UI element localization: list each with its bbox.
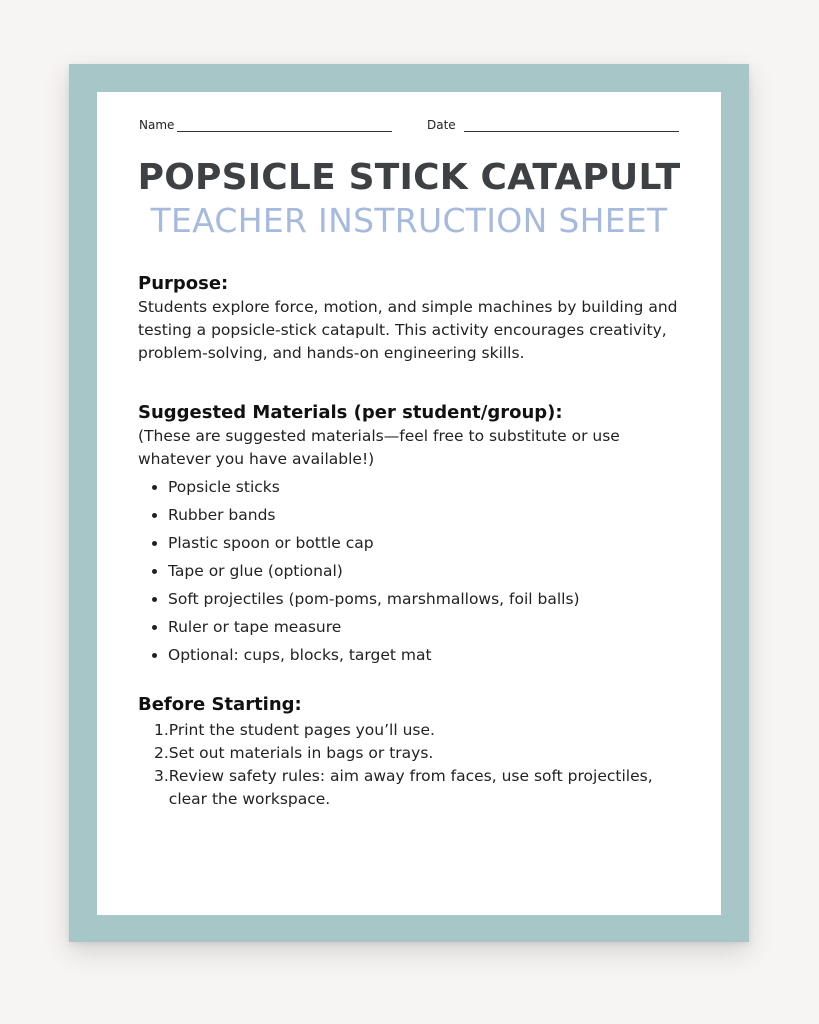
materials-note: (These are suggested materials—feel free to substitute or use whatever you have available!) xyxy=(138,427,620,468)
page-title: POPSICLE STICK CATAPULT xyxy=(137,157,681,198)
list-item: Optional: cups, blocks, target mat xyxy=(150,641,683,669)
purpose-section xyxy=(138,272,683,365)
step-text: Review safety rules: aim away from faces, use soft projectiles, clear the workspace. xyxy=(168,767,653,808)
instruction-sheet xyxy=(97,92,721,915)
materials-list xyxy=(138,473,683,669)
name-date-row xyxy=(139,118,684,138)
before-starting-section xyxy=(138,693,683,811)
date-label: Date xyxy=(427,118,456,132)
purpose-heading: Purpose: xyxy=(138,273,229,294)
date-field xyxy=(427,118,679,132)
list-item xyxy=(154,765,683,811)
step-text: Print the student pages you’ll use. xyxy=(168,721,435,739)
name-blank-line xyxy=(177,119,392,132)
list-item xyxy=(154,742,683,765)
list-item: Ruler or tape measure xyxy=(150,613,683,641)
list-item: Popsicle sticks xyxy=(150,473,683,501)
list-item: Soft projectiles (pom-poms, marshmallows, foil balls) xyxy=(150,585,683,613)
before-starting-heading: Before Starting: xyxy=(138,694,302,715)
list-item: Rubber bands xyxy=(150,501,683,529)
sheet-border-frame xyxy=(69,64,749,942)
name-label: Name xyxy=(139,118,175,132)
sheet-content xyxy=(138,272,683,811)
step-number: 3. xyxy=(154,767,169,785)
list-item: Plastic spoon or bottle cap xyxy=(150,529,683,557)
step-number: 1. xyxy=(154,721,169,739)
page-subtitle: TEACHER INSTRUCTION SHEET xyxy=(150,201,668,240)
name-field xyxy=(139,118,392,132)
list-item: Tape or glue (optional) xyxy=(150,557,683,585)
step-text: Set out materials in bags or trays. xyxy=(168,744,434,762)
date-blank-line xyxy=(464,119,679,132)
step-number: 2. xyxy=(154,744,169,762)
list-item xyxy=(154,719,683,742)
materials-heading: Suggested Materials (per student/group): xyxy=(138,402,563,423)
before-starting-steps xyxy=(138,719,683,811)
purpose-text: Students explore force, motion, and simple machines by building and testing a popsicle-stick catapult. This activity encourages creativity, problem-solving, and hands-on engineering skills. xyxy=(138,298,678,362)
materials-section xyxy=(138,401,683,669)
